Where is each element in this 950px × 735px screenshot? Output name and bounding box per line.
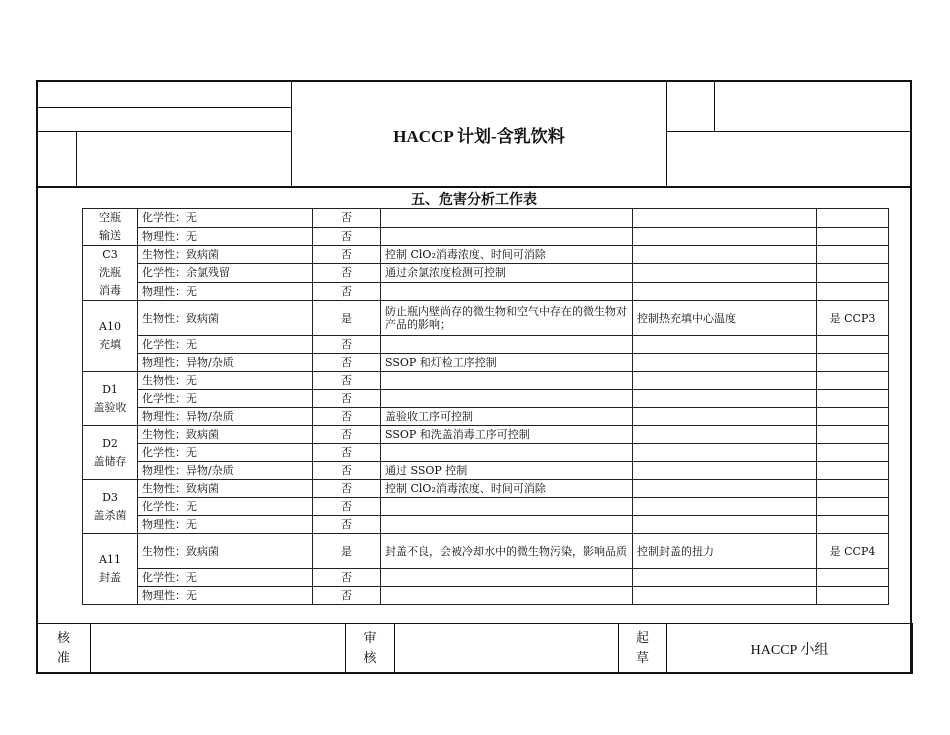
- table-row: [83, 227, 889, 246]
- page-title: HACCP 计划-含乳饮料: [393, 127, 565, 146]
- hazard-cell: 物理性：无: [138, 282, 313, 300]
- ccp-cell: [817, 498, 889, 516]
- significance-cell: 否: [313, 227, 381, 246]
- hazard-cell: 化学性：无: [138, 569, 313, 587]
- justification-cell: 盖验收工序可控制: [381, 408, 633, 426]
- hazard-cell: 物理性：异物/杂质: [138, 462, 313, 480]
- ccp-cell: [817, 462, 889, 480]
- process-step-cell: D3 盖杀菌: [83, 480, 138, 534]
- header-divider: [36, 186, 912, 188]
- significance-cell: 否: [313, 587, 381, 605]
- control-measure-cell: 控制封盖的扭力: [633, 534, 817, 569]
- header-divider: [36, 107, 291, 108]
- control-measure-cell: [633, 587, 817, 605]
- table-row: [83, 246, 889, 264]
- significance-cell: 否: [313, 264, 381, 282]
- header-divider: [666, 80, 667, 187]
- table-row: [83, 426, 889, 444]
- significance-cell: 否: [313, 462, 381, 480]
- control-measure-cell: [633, 246, 817, 264]
- justification-cell: 通过余氯浓度检测可控制: [381, 264, 633, 282]
- approve-signature-field[interactable]: [91, 624, 346, 674]
- justification-cell: [381, 498, 633, 516]
- ccp-cell: [817, 246, 889, 264]
- hazard-cell: 生物性：致病菌: [138, 534, 313, 569]
- justification-cell: [381, 209, 633, 228]
- ccp-cell: [817, 336, 889, 354]
- hazard-cell: 物理性：无: [138, 227, 313, 246]
- hazard-cell: 物理性：无: [138, 516, 313, 534]
- justification-cell: 封盖不良，会被冷却水中的微生物污染，影响品质: [381, 534, 633, 569]
- table-row: [83, 336, 889, 354]
- control-measure-cell: [633, 336, 817, 354]
- process-step-cell: A10 充填: [83, 301, 138, 372]
- ccp-cell: [817, 282, 889, 300]
- ccp-cell: [817, 209, 889, 228]
- ccp-cell: [817, 587, 889, 605]
- significance-cell: 否: [313, 498, 381, 516]
- ccp-cell: 是 CCP4: [817, 534, 889, 569]
- ccp-cell: [817, 264, 889, 282]
- significance-cell: 否: [313, 569, 381, 587]
- draft-label: 起 草: [619, 624, 667, 674]
- hazard-cell: 化学性：无: [138, 336, 313, 354]
- hazard-cell: 化学性：无: [138, 444, 313, 462]
- table-row: [83, 282, 889, 300]
- table-row: [83, 480, 889, 498]
- header-divider: [36, 131, 291, 132]
- process-step-cell: C3 洗瓶 消毒: [83, 246, 138, 301]
- significance-cell: 否: [313, 408, 381, 426]
- process-step-cell: D1 盖验收: [83, 372, 138, 426]
- control-measure-cell: [633, 264, 817, 282]
- process-step-cell: D2 盖储存: [83, 426, 138, 480]
- control-measure-cell: [633, 390, 817, 408]
- review-signature-field[interactable]: [395, 624, 619, 674]
- ccp-cell: [817, 408, 889, 426]
- control-measure-cell: 控制热充填中心温度: [633, 301, 817, 336]
- justification-cell: [381, 587, 633, 605]
- hazard-cell: 生物性：无: [138, 372, 313, 390]
- hazard-cell: 物理性：异物/杂质: [138, 354, 313, 372]
- ccp-cell: [817, 569, 889, 587]
- significance-cell: 否: [313, 426, 381, 444]
- significance-cell: 否: [313, 354, 381, 372]
- signature-table: [36, 623, 913, 674]
- hazard-cell: 物理性：无: [138, 587, 313, 605]
- significance-cell: 否: [313, 516, 381, 534]
- control-measure-cell: [633, 462, 817, 480]
- justification-cell: [381, 282, 633, 300]
- ccp-cell: [817, 372, 889, 390]
- control-measure-cell: [633, 372, 817, 390]
- significance-cell: 是: [313, 534, 381, 569]
- control-measure-cell: [633, 516, 817, 534]
- control-measure-cell: [633, 354, 817, 372]
- header-divider: [76, 131, 77, 187]
- justification-cell: 控制 ClO₂消毒浓度、时间可消除: [381, 480, 633, 498]
- significance-cell: 否: [313, 282, 381, 300]
- significance-cell: 否: [313, 444, 381, 462]
- table-row: [83, 516, 889, 534]
- justification-cell: [381, 372, 633, 390]
- hazard-cell: 生物性：致病菌: [138, 301, 313, 336]
- ccp-cell: [817, 227, 889, 246]
- ccp-cell: [817, 390, 889, 408]
- table-row: [83, 301, 889, 336]
- hazard-analysis-table: [82, 208, 889, 605]
- justification-cell: 控制 ClO₂消毒浓度、时间可消除: [381, 246, 633, 264]
- significance-cell: 否: [313, 246, 381, 264]
- justification-cell: 通过 SSOP 控制: [381, 462, 633, 480]
- significance-cell: 是: [313, 301, 381, 336]
- table-row: [83, 354, 889, 372]
- table-row: [83, 462, 889, 480]
- worksheet-title: 五、危害分析工作表: [411, 192, 537, 208]
- table-row: [83, 408, 889, 426]
- table-row: [83, 569, 889, 587]
- significance-cell: 否: [313, 390, 381, 408]
- table-row: [83, 498, 889, 516]
- significance-cell: 否: [313, 480, 381, 498]
- hazard-cell: 生物性：致病菌: [138, 426, 313, 444]
- justification-cell: [381, 227, 633, 246]
- hazard-cell: 生物性：致病菌: [138, 480, 313, 498]
- ccp-cell: 是 CCP3: [817, 301, 889, 336]
- significance-cell: 否: [313, 372, 381, 390]
- control-measure-cell: [633, 426, 817, 444]
- table-row: [83, 372, 889, 390]
- control-measure-cell: [633, 569, 817, 587]
- header-divider: [666, 131, 912, 132]
- justification-cell: [381, 516, 633, 534]
- table-row: [83, 209, 889, 228]
- ccp-cell: [817, 516, 889, 534]
- table-row: [83, 444, 889, 462]
- hazard-cell: 化学性：无: [138, 209, 313, 228]
- justification-cell: [381, 569, 633, 587]
- control-measure-cell: [633, 209, 817, 228]
- justification-cell: SSOP 和灯检工序控制: [381, 354, 633, 372]
- significance-cell: 否: [313, 336, 381, 354]
- process-step-cell: 空瓶 输送: [83, 209, 138, 246]
- review-label: 审 核: [346, 624, 395, 674]
- hazard-cell: 化学性：无: [138, 390, 313, 408]
- table-row: [83, 534, 889, 569]
- control-measure-cell: [633, 498, 817, 516]
- control-measure-cell: [633, 480, 817, 498]
- ccp-cell: [817, 354, 889, 372]
- justification-cell: SSOP 和洗盖消毒工序可控制: [381, 426, 633, 444]
- ccp-cell: [817, 444, 889, 462]
- table-row: [83, 390, 889, 408]
- hazard-cell: 物理性：异物/杂质: [138, 408, 313, 426]
- justification-cell: 防止瓶内壁尚存的微生物和空气中存在的微生物对产品的影响；: [381, 301, 633, 336]
- approve-label: 核 准: [37, 624, 91, 674]
- control-measure-cell: [633, 227, 817, 246]
- justification-cell: [381, 336, 633, 354]
- draft-signature-field[interactable]: HACCP 小组: [667, 624, 913, 674]
- ccp-cell: [817, 426, 889, 444]
- header-divider: [714, 80, 715, 131]
- justification-cell: [381, 444, 633, 462]
- hazard-cell: 化学性：无: [138, 498, 313, 516]
- hazard-cell: 生物性：致病菌: [138, 246, 313, 264]
- justification-cell: [381, 390, 633, 408]
- control-measure-cell: [633, 444, 817, 462]
- table-row: [83, 264, 889, 282]
- table-row: [83, 587, 889, 605]
- control-measure-cell: [633, 282, 817, 300]
- control-measure-cell: [633, 408, 817, 426]
- significance-cell: 否: [313, 209, 381, 228]
- ccp-cell: [817, 480, 889, 498]
- hazard-cell: 化学性：余氯残留: [138, 264, 313, 282]
- process-step-cell: A11 封盖: [83, 534, 138, 605]
